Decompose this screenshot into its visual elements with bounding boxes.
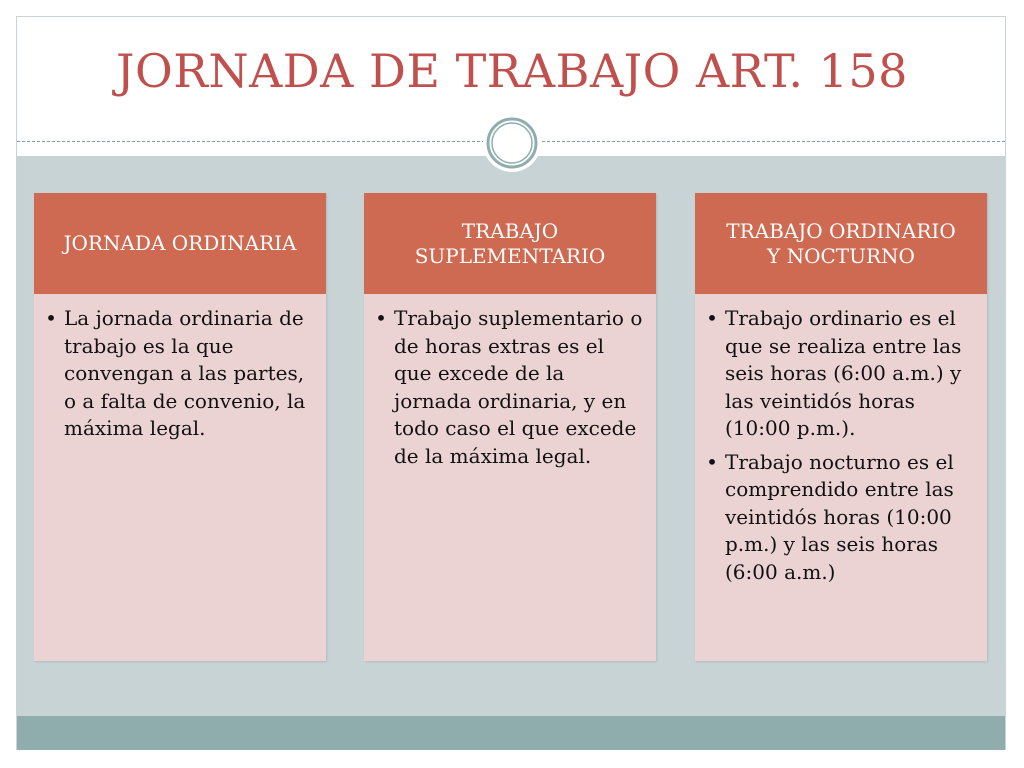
bullet-text: Trabajo suplementario o de horas extras es el que excede de la jornada ordinaria, y en todo caso el que excede de la máxima legal. — [394, 306, 643, 468]
card-heading: TRABAJO SUPLEMENTARIO — [364, 193, 656, 294]
card-body — [34, 305, 326, 449]
card-heading: JORNADA ORDINARIA — [34, 193, 326, 294]
bullet-text: Trabajo nocturno es el comprendido entre las veintidós horas (10:00 p.m.) y las seis horas (6:00 a.m.) — [725, 449, 954, 584]
card-heading: TRABAJO ORDINARIO Y NOCTURNO — [695, 193, 987, 294]
card-body — [695, 305, 987, 592]
circle-ornament-icon — [481, 112, 543, 174]
list-item: • Trabajo suplementario o de horas extras es el que excede de la jornada ordinaria, y en todo caso el que excede de la máxima legal. — [375, 306, 643, 468]
footer-band — [17, 716, 1005, 750]
card-trabajo-ordinario-nocturno — [695, 193, 987, 661]
card-body — [364, 305, 656, 476]
list-item: • Trabajo ordinario es el que se realiza entre las seis horas (6:00 a.m.) y las veintidós horas (10:00 p.m.). — [706, 306, 962, 440]
card-jornada-ordinaria — [34, 193, 326, 661]
slide-title: JORNADA DE TRABAJO ART. 158 — [116, 44, 908, 98]
card-trabajo-suplementario — [364, 193, 656, 661]
list-item: • La jornada ordinaria de trabajo es la que convengan a las partes, o a falta de convenio, la máxima legal. — [45, 306, 306, 440]
bullet-text: La jornada ordinaria de trabajo es la que convengan a las partes, o a falta de convenio, la máxima legal. — [64, 306, 306, 440]
bullet-text: Trabajo ordinario es el que se realiza entre las seis horas (6:00 a.m.) y las veintidós horas (10:00 p.m.). — [725, 306, 962, 440]
list-item: • Trabajo nocturno es el comprendido entre las veintidós horas (10:00 p.m.) y las seis horas (6:00 a.m.) — [706, 449, 954, 584]
